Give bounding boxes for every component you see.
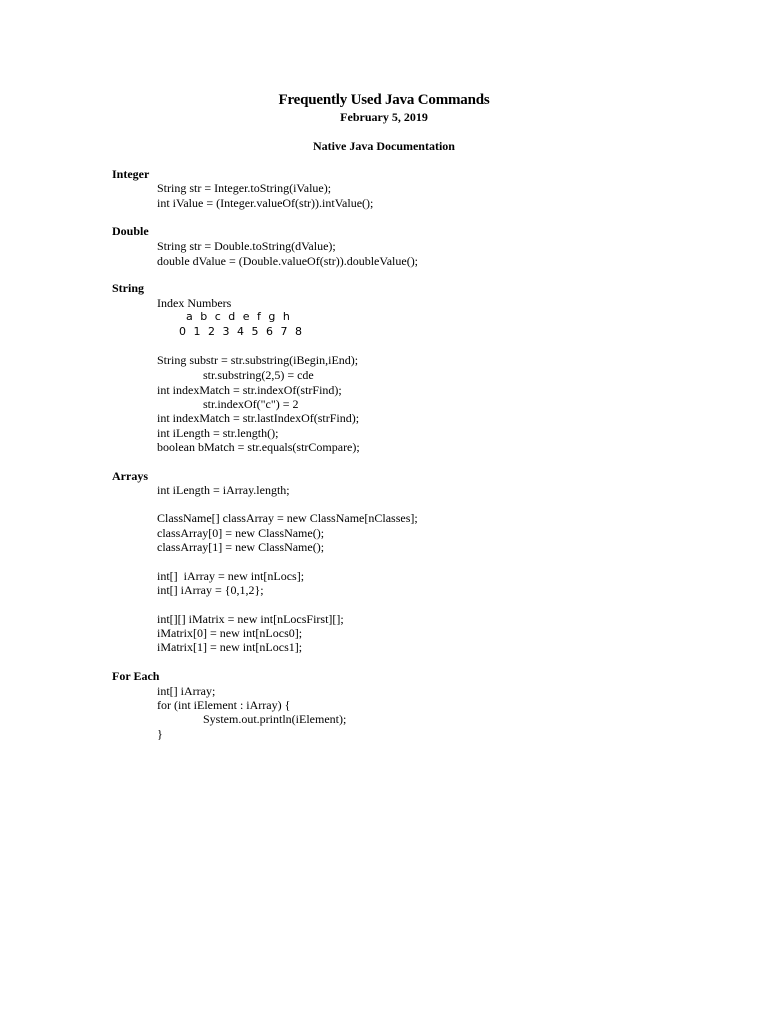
code-line: ClassName[] classArray = new ClassName[nClasses]; — [157, 511, 418, 525]
index-numbers: 0 1 2 3 4 5 6 7 8 — [179, 325, 304, 338]
code-line: } — [157, 727, 163, 741]
section-heading-string: String — [112, 281, 145, 295]
page-date: February 5, 2019 — [340, 110, 428, 124]
code-line: double dValue = (Double.valueOf(str)).doubleValue(); — [157, 254, 419, 268]
code-line: int[] iArray; — [157, 684, 216, 698]
section-heading-double: Double — [112, 224, 149, 238]
index-numbers-label: Index Numbers — [157, 296, 232, 310]
code-line: String substr = str.substring(iBegin,iEnd); — [157, 353, 359, 367]
code-line: int[][] iMatrix = new int[nLocsFirst][]; — [157, 612, 344, 626]
code-line: classArray[0] = new ClassName(); — [157, 526, 325, 540]
section-heading-for-each: For Each — [112, 669, 160, 683]
code-line: String str = Integer.toString(iValue); — [157, 181, 332, 195]
code-line: int indexMatch = str.lastIndexOf(strFind); — [157, 411, 360, 425]
doc-heading: Native Java Documentation — [313, 139, 455, 153]
code-line: int[] iArray = {0,1,2}; — [157, 583, 264, 597]
code-line: iMatrix[1] = new int[nLocs1]; — [157, 640, 303, 654]
code-line: for (int iElement : iArray) { — [157, 698, 291, 712]
code-line: String str = Double.toString(dValue); — [157, 239, 336, 253]
code-example-line: str.substring(2,5) = cde — [203, 368, 314, 382]
section-heading-arrays: Arrays — [112, 469, 148, 483]
page-title: Frequently Used Java Commands — [278, 92, 490, 108]
code-line: classArray[1] = new ClassName(); — [157, 540, 325, 554]
code-line: int iValue = (Integer.valueOf(str)).intValue(); — [157, 196, 374, 210]
code-line: boolean bMatch = str.equals(strCompare); — [157, 440, 360, 454]
code-line: int[] iArray = new int[nLocs]; — [157, 569, 305, 583]
code-example-line: str.indexOf("c") = 2 — [203, 397, 299, 411]
section-heading-integer: Integer — [112, 167, 150, 181]
code-line: iMatrix[0] = new int[nLocs0]; — [157, 626, 303, 640]
code-line: int iLength = iArray.length; — [157, 483, 290, 497]
index-letters: a b c d e f g h — [186, 310, 292, 323]
code-line: int iLength = str.length(); — [157, 426, 279, 440]
code-line: System.out.println(iElement); — [203, 712, 347, 726]
code-line: int indexMatch = str.indexOf(strFind); — [157, 383, 342, 397]
